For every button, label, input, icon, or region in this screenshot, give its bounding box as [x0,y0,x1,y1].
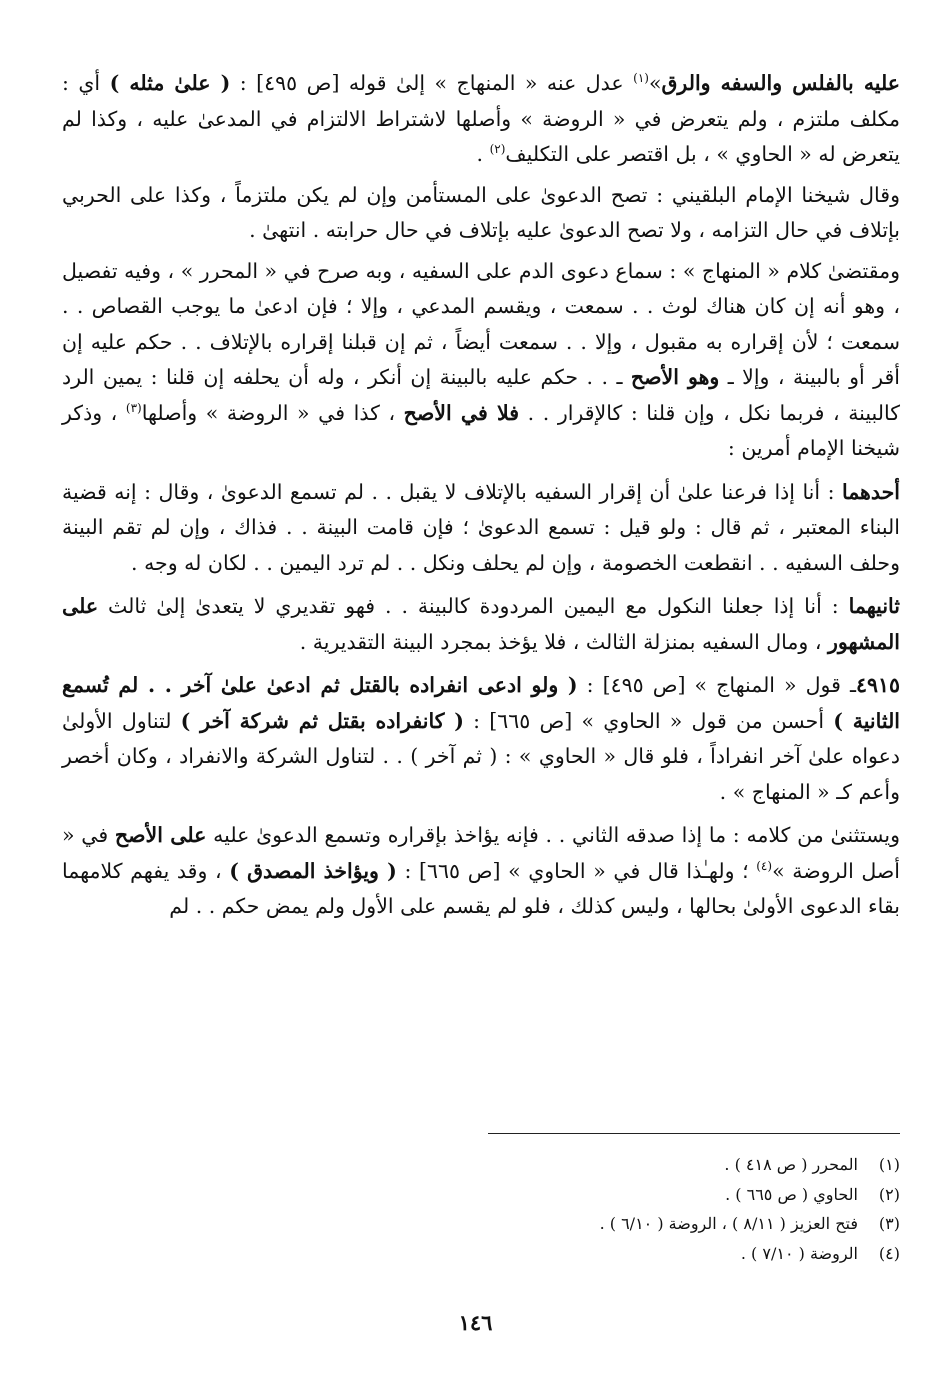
bold-phrase: ( ويؤاخذ المصدق ) [229,858,397,883]
text-run: ، ومال السفيه بمنزلة الثالث ، فلا يؤخذ بمجرد البينة التقديرية . [299,629,828,654]
text-run: في « أصل الروضة » [62,823,901,883]
paragraph-3 [62,254,900,467]
footnote-number: (٤) [878,1243,900,1263]
text-run: ومقتضىٰ كلام « المنهاج » : سماع دعوى الدم على السفيه ، وبه صرح في « المحرر » ، وفيه تفصيل ، وهو أنه إن كان هناك لوث . . سمعت ، ويقسم المدعي ، وإلا ؛ فإن ادعىٰ ما يوجب القصاص . . سمعت ؛ لأن إقراره به مقبول ، وإلا . . سمعت أيضاً ، ثم إن قبلنا إقراره بالإتلاف . . حكم عليه إن أقر أو بالبينة ، وإلا ـ [62,258,900,389]
footnote-divider [488,1133,900,1134]
bold-phrase: ( كانفراده بقتل ثم شركة آخر ) [180,708,464,733]
footnote-text: الحاوي ( ص ٦٦٥ ) . [725,1184,858,1204]
bold-phrase: على المشهور [62,594,900,654]
text-run: . [476,142,490,166]
footnote-text: فتح العزيز ( ٨/١١ ) ، الروضة ( ٦/١٠ ) . [599,1214,858,1233]
text-run: : أنا إذا فرعنا علىٰ أن إقرار السفيه بالإتلاف لا يقبل . . لم تسمع الدعوىٰ ، وقال : إنه قضية البناء المعتبر ، ثم قال : ولو قيل : تسمع الدعوىٰ ؛ فإن قامت البينة . . فذاك ، وإن لم تقم البينة وحلف السفيه . . انقطعت الخصومة ، وإن لم يحلف ونكل . . لم ترد اليمين . . لكان له وجه . [62,479,900,575]
text-run: : أنا إذا جعلنا النكول مع اليمين المردودة كالبينة . . فهو تقديري لا يتعدىٰ إلىٰ ثالث [98,594,849,618]
text-run: ، وذكر شيخنا الإمام أمرين : [62,400,900,460]
text-run: أي : مكلف ملتزم ، ولم يتعرض في « الروضة » وأصلها لاشتراط الالتزام في المدعىٰ عليه ، وكذا لم يتعرض له « الحاوي » ، بل اقتصر على التكليف [62,71,900,166]
footnote-ref: (١) [633,71,649,86]
text-run: أحسن من قول « الحاوي » [ص ٦٦٥] : [463,708,834,733]
text-run: ، كذا في « الروضة » وأصلها [141,400,404,425]
paragraph-4 [62,475,900,582]
bold-phrase: ( علىٰ مثله ) [109,71,231,95]
bold-phrase: عليه بالفلس والسفه والرق [661,71,901,95]
text-run: ؛ ولهـٰذا قال في « الحاوي » [ص ٦٦٥] : [396,858,757,883]
footnote-ref: (٤) [756,858,773,873]
footnote [300,1150,900,1180]
text-run: ـ . . حكم عليه بالبينة إن أنكر ، وله أن يحلفه إن قلنا : يمين الرد كالبينة ، فربما نكل ، وإن قلنا : كالإقرار . . [62,365,900,425]
paragraph-5 [62,589,900,660]
footnote-number: (١) [878,1155,900,1174]
text-run: عدل عنه « المنهاج » إلىٰ قوله [ص ٤٩٥] : [230,71,634,95]
footnote-number: (٢) [878,1184,900,1204]
paragraph-7 [62,818,900,925]
bold-phrase: على الأصح [114,823,207,847]
footnote [300,1239,900,1269]
paragraph-2 [62,178,900,249]
text-run: » [648,71,662,95]
footnote-text: الروضة ( ٧/١٠ ) . [740,1243,858,1263]
footnote-text: المحرر ( ص ٤١٨ ) . [724,1155,858,1174]
text-run: ـ قول « المنهاج » [ص ٤٩٥] : [577,673,856,697]
main-text [62,66,900,925]
issue-number: ٤٩١٥ [855,673,901,697]
page-number: ١٤٦ [458,1310,493,1335]
paragraph-6 [62,668,900,810]
lead-word: أحدهما [841,479,900,504]
bold-phrase: فلا في الأصح [403,400,520,425]
footnote [300,1209,900,1239]
text-run: وقال شيخنا الإمام البلقيني : تصح الدعوىٰ على المستأمن وإن لم يكن ملتزماً ، وكذا على الحربي بإتلاف في حال التزامه ، ولا تصح الدعوىٰ عليه بإتلاف في حال حرابته . انتهىٰ . [62,182,900,242]
bold-phrase: ( ولو ادعى انفراده بالقتل ثم ادعىٰ علىٰ آخر . . لم تُسمع الثانية ) [62,673,901,733]
footnotes [300,1150,900,1268]
footnote-number: (٣) [878,1214,900,1233]
lead-word: ثانيهما [848,594,900,618]
text-run: ، وقد يفهم كلامهما بقاء الدعوى الأولىٰ بحالها ، وليس كذلك ، فلو لم يقسم على الأول ولم يمض حكم . . لم [62,858,900,918]
footnote-ref: (٢) [489,142,506,157]
text-run: لتناول الأولىٰ دعواه علىٰ آخر انفراداً ، فلو قال « الحاوي » : ( ثم آخر ) . . لتناول الشركة والانفراد ، وكان أخصر وأعم كـ « المنهاج » . [62,708,900,804]
bold-phrase: وهو الأصح [630,365,720,389]
text-run: ويستثنىٰ من كلامه : ما إذا صدقه الثاني . . فإنه يؤاخذ بإقراره وتسمع الدعوىٰ عليه [206,823,900,847]
footnote [300,1180,900,1210]
paragraph-1 [62,66,900,173]
footnote-ref: (٣) [125,400,142,415]
